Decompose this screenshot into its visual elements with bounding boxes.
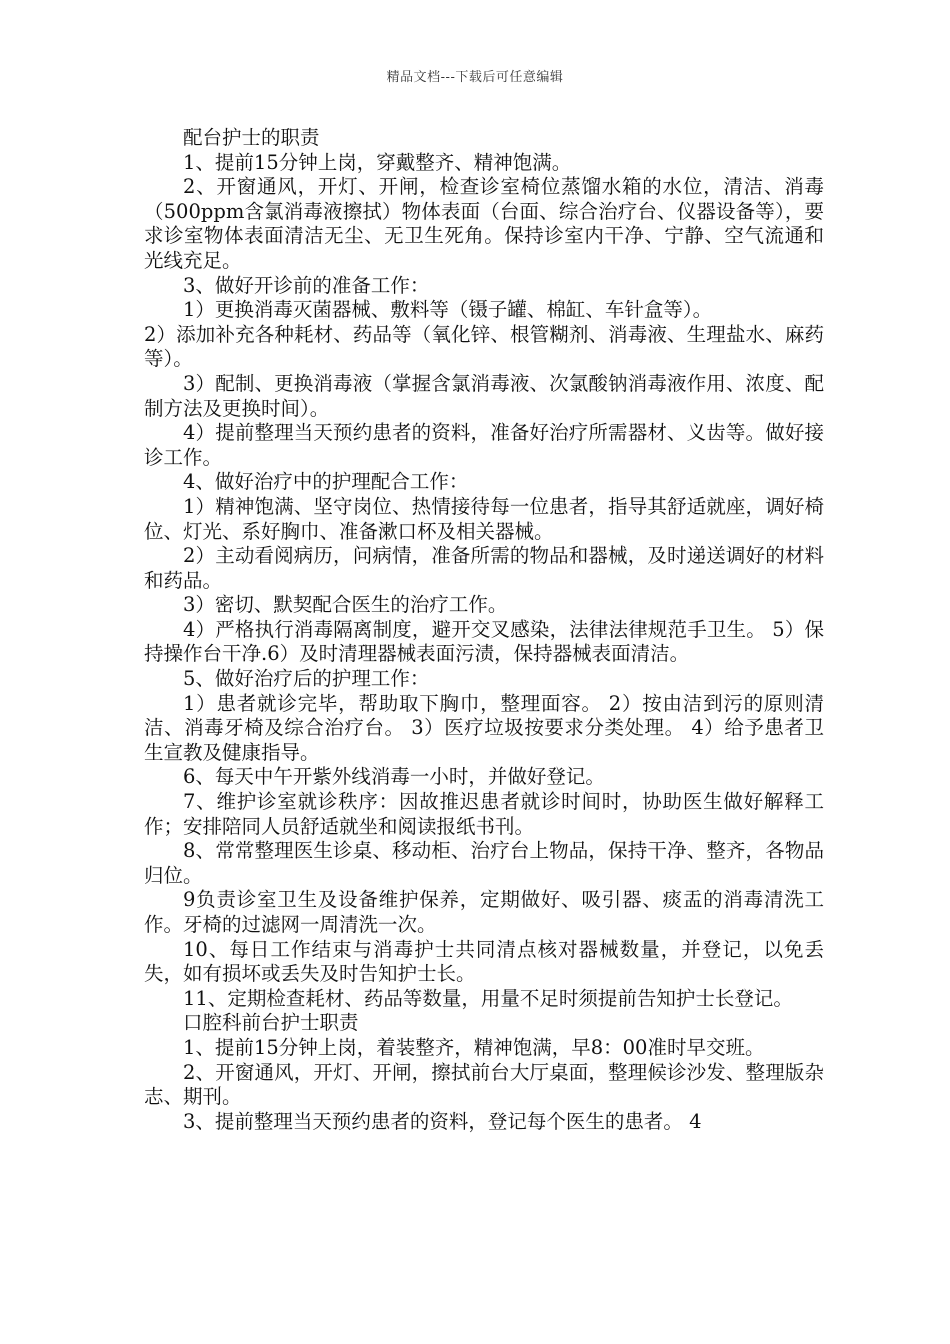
- paragraph: 5、做好治疗后的护理工作：: [183, 667, 430, 691]
- paragraph: 3、做好开诊前的准备工作：: [183, 273, 430, 297]
- page-header: 精品文档---下载后可任意编辑: [386, 70, 564, 85]
- paragraph: 1）精神饱满、坚守岗位、热情接待每一位患者，指导其舒适就座，调好椅位、灯光、系好胸巾、准备漱口杯及相关器械。: [144, 494, 824, 543]
- paragraph: 4）严格执行消毒隔离制度，避开交叉感染，法律法律规范手卫生。 5）保持操作台干净.6）及时清理器械表面污渍，保持器械表面清洁。: [144, 617, 824, 666]
- paragraph: 8、常常整理医生诊桌、移动柜、治疗台上物品，保持干净、整齐，各物品归位。: [144, 839, 824, 887]
- section-title: 配台护士的职责: [183, 126, 320, 149]
- paragraph: 2、开窗通风，开灯、开闸，擦拭前台大厅桌面，整理候诊沙发、整理版杂志、期刊。: [144, 1060, 824, 1109]
- paragraph: 9负责诊室卫生及设备维护保养，定期做好、吸引器、痰盂的消毒清洗工作。牙椅的过滤网一周清洗一次。: [144, 888, 824, 936]
- paragraph: 1）更换消毒灭菌器械、敷料等（镊子罐、棉缸、车针盒等）。: [183, 298, 713, 322]
- paragraph: 4、做好治疗中的护理配合工作：: [183, 470, 469, 494]
- paragraph: 1）患者就诊完毕，帮助取下胸巾，整理面容。 2）按由洁到污的原则清洁、消毒牙椅及综合治疗台。 3）医疗垃圾按要求分类处理。 4）给予患者卫生宣教及健康指导。: [144, 691, 824, 764]
- paragraph: 2）主动看阅病历，问病情，准备所需的物品和器械，及时递送调好的材料和药品。: [144, 544, 824, 592]
- paragraph: 2）添加补充各种耗材、药品等（氧化锌、根管糊剂、消毒液、生理盐水、麻药等）。: [144, 322, 824, 371]
- paragraph: 3）密切、默契配合医生的治疗工作。: [183, 593, 508, 617]
- section-title: 口腔科前台护士职责: [183, 1011, 359, 1035]
- paragraph: 4）提前整理当天预约患者的资料，准备好治疗所需器材、义齿等。做好接诊工作。: [144, 421, 824, 469]
- paragraph: 11、定期检查耗材、药品等数量，用量不足时须提前告知护士长登记。: [183, 986, 793, 1010]
- paragraph: 1、提前15分钟上岗，穿戴整齐、精神饱满。: [183, 150, 572, 174]
- paragraph: 1、提前15分钟上岗，着装整齐，精神饱满，早8：00准时早交班。: [183, 1035, 765, 1059]
- paragraph: 3、提前整理当天预约患者的资料，登记每个医生的患者。 4: [183, 1109, 702, 1133]
- paragraph: 3）配制、更换消毒液（掌握含氯消毒液、次氯酸钠消毒液作用、浓度、配制方法及更换时间）。: [144, 371, 824, 420]
- document-body: [144, 126, 824, 1134]
- paragraph: 10、每日工作结束与消毒护士共同清点核对器械数量，并登记，以免丢失，如有损坏或丢失及时告知护士长。: [144, 937, 824, 986]
- paragraph: 7、维护诊室就诊秩序：因故推迟患者就诊时间时，协助医生做好解释工作；安排陪同人员舒适就坐和阅读报纸书刊。: [144, 790, 824, 838]
- paragraph: 2、开窗通风，开灯、开闸，检查诊室椅位蒸馏水箱的水位，清洁、消毒（500ppm含氯消毒液擦拭）物体表面（台面、综合治疗台、仪器设备等），要求诊室物体表面清洁无尘、无卫生死角。保持诊室内干净、宁静、空气流通和光线充足。: [144, 175, 824, 272]
- paragraph: 6、每天中午开紫外线消毒一小时，并做好登记。: [183, 765, 605, 789]
